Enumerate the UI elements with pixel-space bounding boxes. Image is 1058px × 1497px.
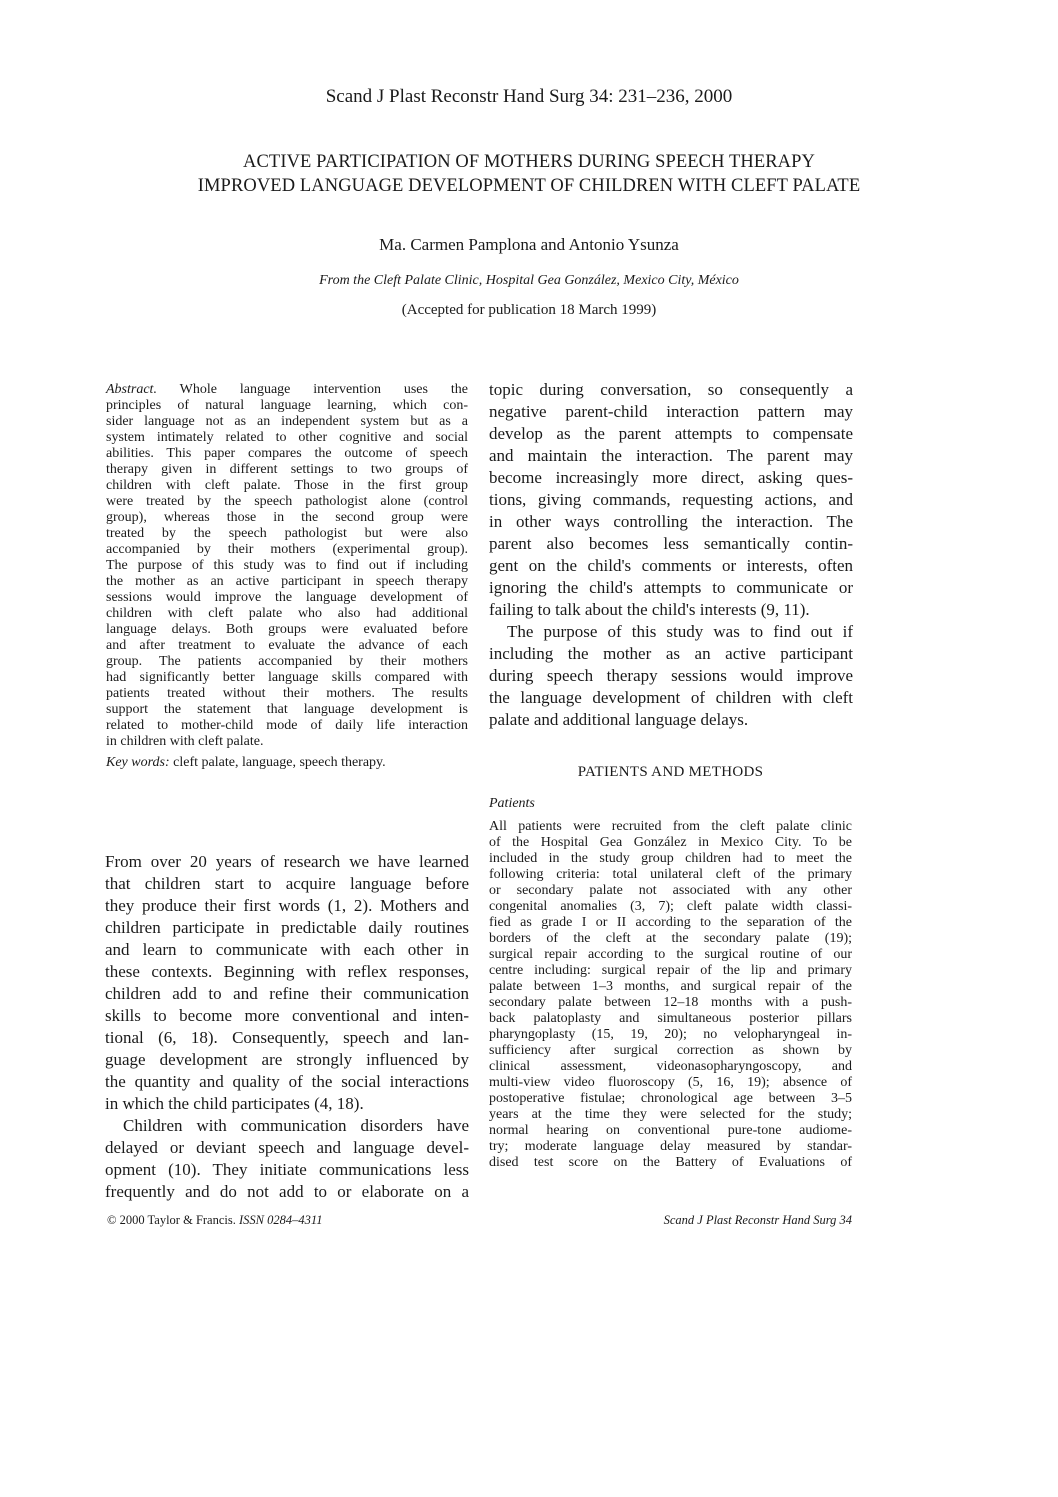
journal-reference: Scand J Plast Reconstr Hand Surg 34: 231–236, 2000: [325, 86, 733, 107]
body-line: children add to and refine their communication: [105, 984, 469, 1003]
abstract-line: The purpose of this study was to find out if including: [106, 558, 468, 573]
body-line: guage development are strongly influenced by: [105, 1050, 469, 1069]
article-title-line-1: ACTIVE PARTICIPATION OF MOTHERS DURING SPEECH THERAPY: [243, 152, 815, 172]
body-line: and learn to communicate with each other in: [105, 940, 469, 959]
methods-line: All patients were recruited from the cleft palate clinic: [489, 819, 852, 834]
body-line: palate and additional language delays.: [489, 710, 749, 729]
body-line: the quantity and quality of the social interactions: [105, 1072, 469, 1091]
body-line: the language development of children with cleft: [489, 688, 853, 707]
footer-copyright: [107, 1213, 322, 1228]
methods-line: normal hearing on conventional pure-tone audiome-: [489, 1123, 852, 1138]
methods-line: dised test score on the Battery of Evaluations of: [489, 1155, 852, 1170]
body-line: including the mother as an active participant: [489, 644, 853, 663]
body-line: delayed or deviant speech and language devel-: [105, 1138, 469, 1157]
methods-line: multi-view video fluoroscopy (5, 16, 19); absence of: [489, 1075, 852, 1090]
keywords-label: Key words:: [106, 755, 170, 770]
abstract-line: support the statement that language development is: [106, 702, 468, 717]
methods-line: following criteria: total unilateral cleft of the primary: [489, 867, 852, 882]
abstract-line: group), whereas those in the second group were: [106, 510, 468, 525]
abstract-line: patients treated without their mothers. The results: [106, 686, 468, 701]
body-line: and maintain the interaction. The parent may: [489, 446, 853, 465]
abstract-line: sider language not as an independent system but as a: [106, 414, 468, 429]
abstract-line: the mother as an active participant in speech therapy: [106, 574, 468, 589]
body-line: parent also becomes less semantically contin-: [489, 534, 853, 553]
methods-line: secondary palate between 12–18 months with a push-: [489, 995, 852, 1010]
accepted-date: (Accepted for publication 18 March 1999): [401, 302, 657, 318]
body-line: ignoring the child's attempts to communicate or: [489, 578, 853, 597]
body-line: develop as the parent attempts to compensate: [489, 424, 853, 443]
abstract-line: [106, 383, 468, 397]
methods-line: palate between 1–3 months, and surgical repair of the: [489, 979, 852, 994]
abstract-label: Abstract.: [106, 382, 157, 397]
body-line: that children start to acquire language before: [105, 874, 469, 893]
body-line: opment (10). They initiate communications less: [105, 1160, 469, 1179]
methods-line: included in the study group children had to meet the: [489, 851, 852, 866]
keywords-text: cleft palate, language, speech therapy.: [169, 755, 386, 770]
section-heading: PATIENTS AND METHODS: [577, 764, 764, 780]
methods-line: or secondary palate not associated with any other: [489, 883, 852, 898]
body-line: tions, giving commands, requesting actions, and: [489, 490, 853, 509]
abstract-line: system intimately related to other cognitive and social: [106, 430, 468, 445]
methods-line: surgical repair according to the surgical routine of our: [489, 947, 852, 962]
methods-line: centre including: surgical repair of the lip and primary: [489, 963, 852, 978]
body-line: they produce their first words (1, 2). Mothers and: [105, 896, 469, 915]
body-line: gent on the child's comments or interests, often: [489, 556, 853, 575]
abstract-line: principles of natural language learning, which con-: [106, 398, 468, 413]
issn: ISSN 0284–4311: [239, 1213, 323, 1227]
methods-line: congenital anomalies (3, 7); cleft palate width classi-: [489, 899, 852, 914]
abstract-line: children with cleft palate who also had additional: [106, 606, 468, 621]
body-line: become increasingly more direct, asking ques-: [489, 468, 853, 487]
methods-line: fied as grade I or II according to the separation of the: [489, 915, 852, 930]
abstract-line: in children with cleft palate.: [106, 734, 264, 749]
abstract-line: related to mother-child mode of daily life interaction: [106, 718, 468, 733]
methods-line: borders of the cleft at the secondary palate (19);: [489, 931, 852, 946]
body-line: in which the child participates (4, 18).: [105, 1094, 364, 1113]
abstract-line: abilities. This paper compares the outcome of speech: [106, 446, 468, 461]
abstract-line: sessions would improve the language development of: [106, 590, 468, 605]
abstract-line: language delays. Both groups were evaluated before: [106, 622, 468, 637]
body-line: children participate in predictable daily routines: [105, 918, 469, 937]
methods-line: pharyngoplasty (15, 19, 20); no velopharyngeal in-: [489, 1027, 852, 1042]
abstract-line: accompanied by their mothers (experimental group).: [106, 542, 468, 557]
methods-line: years at the time they were selected for the study;: [489, 1107, 852, 1122]
abstract-line: and after treatment to evaluate the advance of each: [106, 638, 468, 653]
affiliation: From the Cleft Palate Clinic, Hospital Gea González, Mexico City, México: [319, 273, 739, 288]
abstract-line: were treated by the speech pathologist alone (control: [106, 494, 468, 509]
body-line: these contexts. Beginning with reflex responses,: [105, 962, 469, 981]
body-line: in other ways controlling the interaction. The: [489, 512, 853, 531]
methods-line: back palatoplasty and simultaneous posterior pillars: [489, 1011, 852, 1026]
abstract-line: had significantly better language skills compared with: [106, 670, 468, 685]
keywords: [106, 756, 468, 770]
footer-journal: Scand J Plast Reconstr Hand Surg 34: [663, 1213, 852, 1227]
body-line: negative parent-child interaction pattern may: [489, 402, 853, 421]
copyright-text: © 2000 Taylor & Francis.: [107, 1213, 239, 1227]
body-line: The purpose of this study was to find out if: [507, 622, 853, 641]
body-line: topic during conversation, so consequently a: [489, 380, 853, 399]
body-line: frequently and do not add to or elaborate on a: [105, 1182, 469, 1201]
methods-line: postoperative fistulae; chronological age between 3–5: [489, 1091, 852, 1106]
abstract-line: treated by the speech pathologist but were also: [106, 526, 468, 541]
body-line: failing to talk about the child's interests (9, 11).: [489, 600, 810, 619]
abstract-text: Whole language intervention uses the: [156, 382, 468, 397]
article-title-line-2: IMPROVED LANGUAGE DEVELOPMENT OF CHILDREN WITH CLEFT PALATE: [197, 176, 861, 196]
abstract-line: children with cleft palate. Those in the first group: [106, 478, 468, 493]
abstract-line: group. The patients accompanied by their mothers: [106, 654, 468, 669]
body-line: during speech therapy sessions would improve: [489, 666, 853, 685]
subsection-heading: Patients: [489, 796, 535, 811]
methods-line: sufficiency after surgical correction as shown by: [489, 1043, 852, 1058]
body-line: From over 20 years of research we have learned: [105, 852, 469, 871]
body-line: Children with communication disorders have: [123, 1116, 469, 1135]
authors: Ma. Carmen Pamplona and Antonio Ysunza: [379, 235, 679, 254]
abstract-line: therapy given in different settings to two groups of: [106, 462, 468, 477]
methods-line: clinical assessment, videonasopharyngoscopy, and: [489, 1059, 852, 1074]
methods-line: of the Hospital Gea González in Mexico City. To be: [489, 835, 852, 850]
body-line: skills to become more conventional and inten-: [105, 1006, 469, 1025]
body-line: tional (6, 18). Consequently, speech and lan-: [105, 1028, 469, 1047]
methods-line: try; moderate language delay measured by standar-: [489, 1139, 852, 1154]
